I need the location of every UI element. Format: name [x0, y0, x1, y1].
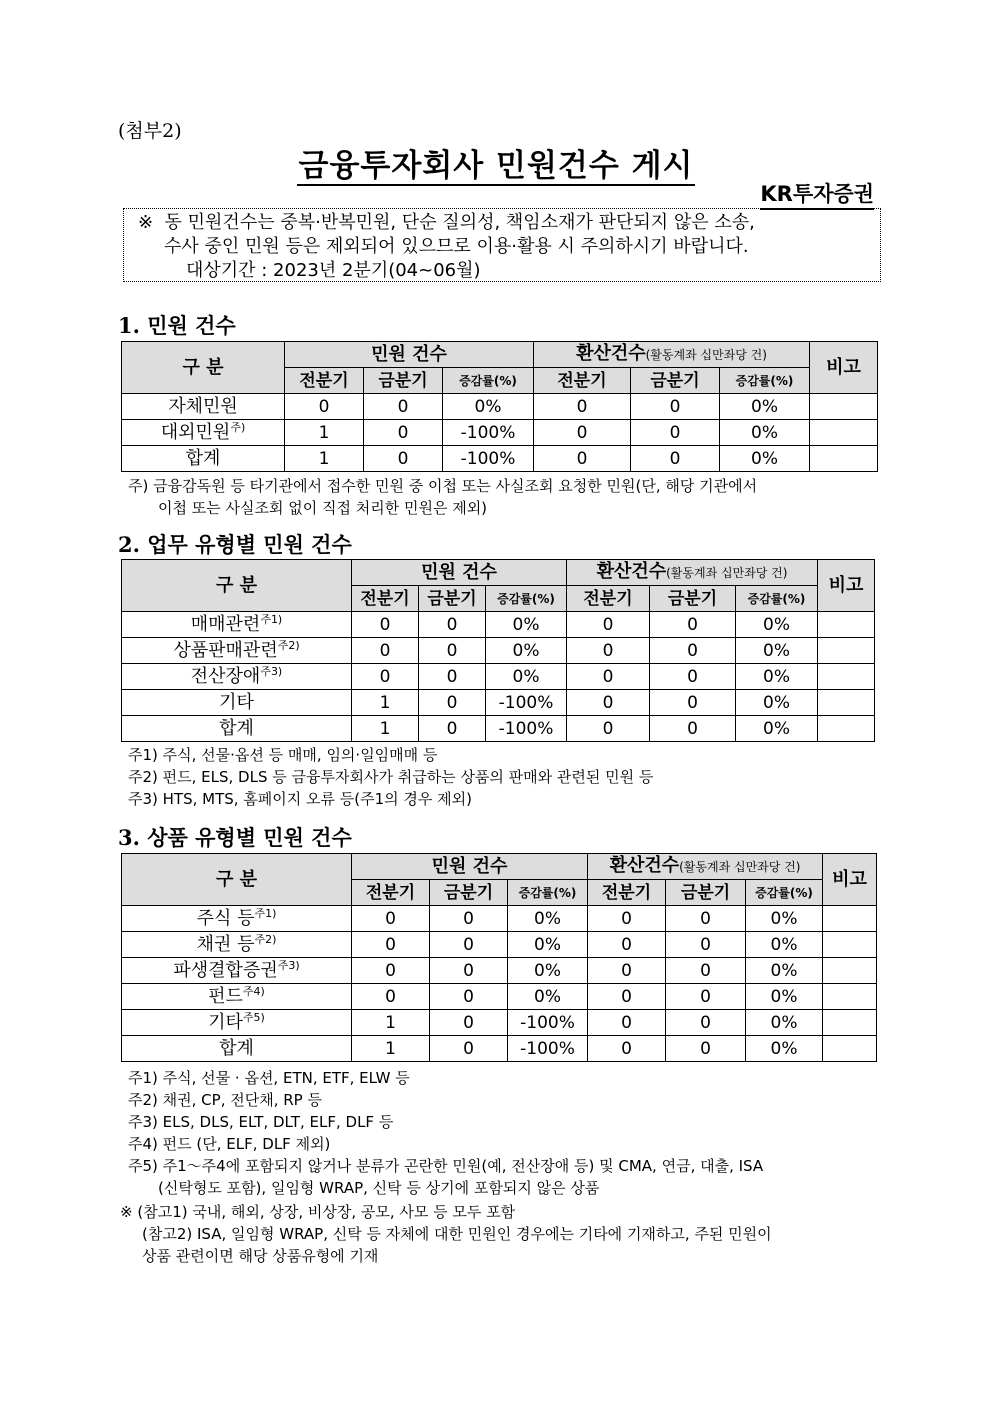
- cell-v-chg: 0%: [746, 984, 823, 1010]
- cell-c-chg: -100%: [486, 690, 567, 716]
- note-line: 주1) 주식, 선물·옵션 등 매매, 임의·일임매매 등: [128, 746, 438, 764]
- references: [120, 1201, 772, 1267]
- cell-remark: [810, 446, 878, 472]
- cell-v-prev: 0: [588, 932, 666, 958]
- cell-v-prev: 0: [534, 446, 631, 472]
- cell-v-curr: 0: [666, 958, 746, 984]
- header-curr: 금분기: [650, 586, 736, 612]
- header-change: 증감률(%): [486, 586, 567, 612]
- cell-c-prev: 1: [285, 446, 364, 472]
- row-label: 합계: [122, 716, 352, 742]
- cell-v-prev: 0: [588, 1010, 666, 1036]
- header-remark: 비고: [818, 560, 875, 612]
- cell-c-prev: 0: [352, 638, 419, 664]
- row-label: 자체민원: [122, 394, 285, 420]
- table-row: [122, 932, 877, 958]
- header-change: 증감률(%): [720, 368, 810, 394]
- row-label: 합계: [122, 446, 285, 472]
- notice-line1: 동 민원건수는 중복·반복민원, 단순 질의성, 책임소재가 판단되지 않은 소송,: [164, 212, 755, 233]
- cell-v-curr: 0: [650, 664, 736, 690]
- cell-v-chg: 0%: [736, 690, 818, 716]
- note-line: 주4) 펀드 (단, ELF, DLF 제외): [128, 1135, 331, 1153]
- cell-remark: [818, 716, 875, 742]
- header-remark: 비고: [810, 342, 878, 394]
- cell-c-chg: -100%: [508, 1010, 588, 1036]
- cell-v-prev: 0: [588, 984, 666, 1010]
- cell-c-prev: 0: [285, 394, 364, 420]
- cell-c-chg: 0%: [486, 664, 567, 690]
- header-prev: 전분기: [352, 586, 419, 612]
- cell-c-prev: 1: [352, 716, 419, 742]
- section3-title: 3. 상품 유형별 민원 건수: [118, 825, 352, 850]
- header-converted: 환산건수(활동계좌 십만좌당 건): [567, 560, 818, 586]
- cell-v-prev: 0: [567, 612, 650, 638]
- cell-c-curr: 0: [430, 932, 508, 958]
- cell-c-chg: 0%: [443, 394, 534, 420]
- cell-v-prev: 0: [567, 664, 650, 690]
- cell-c-chg: 0%: [508, 906, 588, 932]
- reference-2b: 상품 관련이면 해당 상품유형에 기재: [142, 1247, 379, 1265]
- cell-v-chg: 0%: [736, 612, 818, 638]
- cell-v-chg: 0%: [746, 958, 823, 984]
- table-row: [122, 420, 878, 446]
- cell-v-curr: 0: [666, 1036, 746, 1062]
- cell-v-prev: 0: [588, 1036, 666, 1062]
- cell-c-curr: 0: [364, 420, 443, 446]
- header-curr: 금분기: [631, 368, 720, 394]
- cell-v-prev: 0: [567, 690, 650, 716]
- header-curr: 금분기: [364, 368, 443, 394]
- section1-table: [121, 341, 878, 472]
- table-row: [122, 690, 875, 716]
- cell-c-prev: 0: [352, 984, 430, 1010]
- cell-c-prev: 0: [352, 664, 419, 690]
- attachment-label: (첨부2): [118, 120, 182, 142]
- cell-remark: [823, 1036, 877, 1062]
- cell-c-curr: 0: [430, 984, 508, 1010]
- cell-c-chg: 0%: [508, 984, 588, 1010]
- cell-v-prev: 0: [588, 958, 666, 984]
- row-label: 기타$^{주5)}$: [122, 1010, 352, 1036]
- header-curr: 금분기: [430, 880, 508, 906]
- header-converted: 환산건수(활동계좌 십만좌당 건): [534, 342, 810, 368]
- cell-c-chg: -100%: [486, 716, 567, 742]
- cell-v-curr: 0: [650, 690, 736, 716]
- section1-title: 1. 민원 건수: [118, 313, 236, 338]
- cell-c-curr: 0: [364, 394, 443, 420]
- header-remark: 비고: [823, 854, 877, 906]
- cell-v-curr: 0: [666, 932, 746, 958]
- note-line: 주2) 채권, CP, 전단채, RP 등: [128, 1091, 322, 1109]
- cell-c-prev: 1: [285, 420, 364, 446]
- row-label: 주식 등$^{주1)}$: [122, 906, 352, 932]
- cell-remark: [818, 664, 875, 690]
- section2-notes: [128, 744, 653, 810]
- row-label: 펀드$^{주4)}$: [122, 984, 352, 1010]
- cell-c-curr: 0: [419, 690, 486, 716]
- cell-remark: [818, 690, 875, 716]
- reference-2a: (참고2) ISA, 일임형 WRAP, 신탁 등 자체에 대한 민원인 경우에는 기타에 기재하고, 주된 민원이: [142, 1225, 772, 1243]
- table-row: [122, 1010, 877, 1036]
- section3-table: [121, 853, 877, 1062]
- header-prev: 전분기: [588, 880, 666, 906]
- note-line: 주2) 펀드, ELS, DLS 등 금융투자회사가 취급하는 상품의 판매와 관련된 민원 등: [128, 768, 654, 786]
- cell-remark: [823, 958, 877, 984]
- note-line: (신탁형도 포함), 일임형 WRAP, 신탁 등 상기에 포함되지 않은 상품: [158, 1179, 600, 1197]
- cell-c-chg: 0%: [508, 958, 588, 984]
- cell-c-prev: 0: [352, 932, 430, 958]
- cell-c-curr: 0: [430, 906, 508, 932]
- cell-c-prev: 1: [352, 1036, 430, 1062]
- note-line: 주3) ELS, DLS, ELT, DLT, ELF, DLF 등: [128, 1113, 394, 1131]
- cell-c-chg: 0%: [486, 612, 567, 638]
- table-row: [122, 906, 877, 932]
- row-label: 매매관련$^{주1)}$: [122, 612, 352, 638]
- row-label: 채권 등$^{주2)}$: [122, 932, 352, 958]
- cell-v-chg: 0%: [736, 664, 818, 690]
- cell-remark: [810, 420, 878, 446]
- note-line: 주) 금융감독원 등 타기관에서 접수한 민원 중 이첩 또는 사실조회 요청한 민원(단, 해당 기관에서: [128, 477, 758, 495]
- cell-c-curr: 0: [430, 1036, 508, 1062]
- cell-c-curr: 0: [419, 716, 486, 742]
- cell-v-curr: 0: [631, 446, 720, 472]
- note-line: 주5) 주1～주4에 포함되지 않거나 분류가 곤란한 민원(예, 전산장애 등) 및 CMA, 연금, 대출, ISA: [128, 1157, 764, 1175]
- cell-v-prev: 0: [534, 394, 631, 420]
- table-row: [122, 958, 877, 984]
- section3-notes: [128, 1067, 763, 1199]
- table-row: [122, 638, 875, 664]
- cell-remark: [818, 612, 875, 638]
- page-title: 금융투자회사 민원건수 게시: [298, 148, 694, 184]
- cell-v-prev: 0: [567, 638, 650, 664]
- header-curr: 금분기: [666, 880, 746, 906]
- section1-notes: [128, 475, 757, 519]
- header-complaint-count: 민원 건수: [352, 854, 588, 880]
- header-change: 증감률(%): [508, 880, 588, 906]
- notice-period: 대상기간 : 2023년 2분기(04~06월): [186, 260, 481, 281]
- cell-remark: [823, 906, 877, 932]
- cell-v-curr: 0: [666, 906, 746, 932]
- cell-c-prev: 1: [352, 690, 419, 716]
- header-category: 구 분: [122, 560, 352, 612]
- table-row: [122, 1036, 877, 1062]
- cell-c-prev: 1: [352, 1010, 430, 1036]
- header-prev: 전분기: [352, 880, 430, 906]
- cell-v-curr: 0: [631, 394, 720, 420]
- table-row: [122, 664, 875, 690]
- table-row: [122, 446, 878, 472]
- cell-v-chg: 0%: [736, 638, 818, 664]
- cell-remark: [823, 1010, 877, 1036]
- table-row: [122, 716, 875, 742]
- header-prev: 전분기: [534, 368, 631, 394]
- cell-c-prev: 0: [352, 958, 430, 984]
- note-line: 주3) HTS, MTS, 홈페이지 오류 등(주1의 경우 제외): [128, 790, 473, 808]
- header-category: 구 분: [122, 854, 352, 906]
- cell-v-prev: 0: [588, 906, 666, 932]
- reference-mark: ※: [120, 1203, 133, 1221]
- row-label: 파생결합증권$^{주3)}$: [122, 958, 352, 984]
- cell-v-chg: 0%: [746, 932, 823, 958]
- header-curr: 금분기: [419, 586, 486, 612]
- cell-remark: [818, 638, 875, 664]
- table-row: [122, 394, 878, 420]
- header-complaint-count: 민원 건수: [285, 342, 534, 368]
- table-row: [122, 612, 875, 638]
- cell-remark: [823, 932, 877, 958]
- header-prev: 전분기: [285, 368, 364, 394]
- cell-remark: [823, 984, 877, 1010]
- cell-v-prev: 0: [534, 420, 631, 446]
- row-label: 전산장애$^{주3)}$: [122, 664, 352, 690]
- cell-v-curr: 0: [650, 638, 736, 664]
- cell-v-chg: 0%: [720, 446, 810, 472]
- cell-c-chg: -100%: [508, 1036, 588, 1062]
- reference-1: (참고1) 국내, 해외, 상장, 비상장, 공모, 사모 등 모두 포함: [137, 1203, 516, 1221]
- cell-c-curr: 0: [430, 958, 508, 984]
- header-change: 증감률(%): [736, 586, 818, 612]
- cell-c-curr: 0: [430, 1010, 508, 1036]
- cell-c-prev: 0: [352, 906, 430, 932]
- header-change: 증감률(%): [443, 368, 534, 394]
- header-prev: 전분기: [567, 586, 650, 612]
- cell-remark: [810, 394, 878, 420]
- header-category: 구 분: [122, 342, 285, 394]
- table-row: [122, 984, 877, 1010]
- cell-v-curr: 0: [650, 716, 736, 742]
- cell-c-curr: 0: [419, 612, 486, 638]
- row-label: 상품판매관련$^{주2)}$: [122, 638, 352, 664]
- cell-c-curr: 0: [419, 664, 486, 690]
- header-converted: 환산건수(활동계좌 십만좌당 건): [588, 854, 823, 880]
- header-complaint-count: 민원 건수: [352, 560, 567, 586]
- cell-c-chg: -100%: [443, 420, 534, 446]
- cell-c-prev: 0: [352, 612, 419, 638]
- row-label: 기타: [122, 690, 352, 716]
- cell-v-chg: 0%: [746, 1010, 823, 1036]
- cell-c-chg: 0%: [508, 932, 588, 958]
- notice-mark: ※: [138, 212, 154, 233]
- section2-title: 2. 업무 유형별 민원 건수: [118, 532, 352, 557]
- row-label: 합계: [122, 1036, 352, 1062]
- notice-box: [123, 208, 881, 282]
- cell-v-curr: 0: [666, 984, 746, 1010]
- cell-c-curr: 0: [364, 446, 443, 472]
- cell-v-chg: 0%: [720, 394, 810, 420]
- note-line: 이첩 또는 사실조회 없이 직접 처리한 민원은 제외): [158, 499, 488, 517]
- row-label: 대외민원$^{주)}$: [122, 420, 285, 446]
- company-name: KR투자증권: [760, 178, 874, 210]
- header-change: 증감률(%): [746, 880, 823, 906]
- notice-line2: 수사 중인 민원 등은 제외되어 있으므로 이용·활용 시 주의하시기 바랍니다.: [164, 236, 749, 257]
- cell-c-chg: -100%: [443, 446, 534, 472]
- cell-v-prev: 0: [567, 716, 650, 742]
- cell-v-chg: 0%: [746, 1036, 823, 1062]
- cell-v-chg: 0%: [736, 716, 818, 742]
- cell-c-chg: 0%: [486, 638, 567, 664]
- note-line: 주1) 주식, 선물 · 옵션, ETN, ETF, ELW 등: [128, 1069, 410, 1087]
- cell-v-chg: 0%: [720, 420, 810, 446]
- section2-table: [121, 559, 875, 742]
- cell-v-curr: 0: [650, 612, 736, 638]
- cell-c-curr: 0: [419, 638, 486, 664]
- cell-v-curr: 0: [666, 1010, 746, 1036]
- cell-v-curr: 0: [631, 420, 720, 446]
- cell-v-chg: 0%: [746, 906, 823, 932]
